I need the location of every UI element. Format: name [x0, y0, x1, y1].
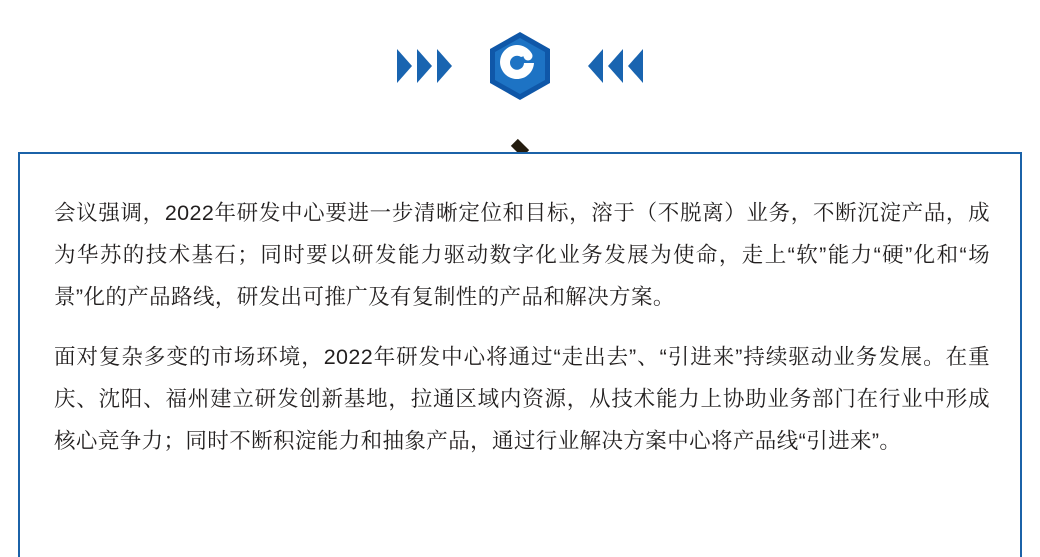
- chevron-left-icon: [608, 49, 623, 83]
- chevron-left-icon: [628, 49, 643, 83]
- body-paragraph: 面对复杂多变的市场环境，2022年研发中心将通过“走出去”、“引进来”持续驱动业务发展。在重庆、沈阳、福州建立研发创新基地，拉通区域内资源，从技术能力上协助业务部门在行业中形成核心竞争力；同时不断积淀能力和抽象产品，通过行业解决方案中心将产品线“引进来”。: [54, 345, 990, 453]
- chevron-left-icon: [588, 49, 603, 83]
- chevron-right-icon: [417, 49, 432, 83]
- chevrons-left-icon: [588, 49, 643, 83]
- header-ornament: [0, 0, 1040, 132]
- chevron-right-icon: [437, 49, 452, 83]
- body-paragraph: 会议强调，2022年研发中心要进一步清晰定位和目标，溶于（不脱离）业务，不断沉淀产品，成为华苏的技术基石；同时要以研发能力驱动数字化业务发展为使命，走上“软”能力“硬”化和“场景”化的产品路线，研发出可推广及有复制性的产品和解决方案。: [54, 201, 990, 309]
- chevron-right-icon: [397, 49, 412, 83]
- chevrons-right-icon: [397, 49, 452, 83]
- content-body: [20, 154, 1020, 462]
- company-hexagon-logo-icon: [486, 30, 554, 102]
- content-frame: [18, 152, 1022, 557]
